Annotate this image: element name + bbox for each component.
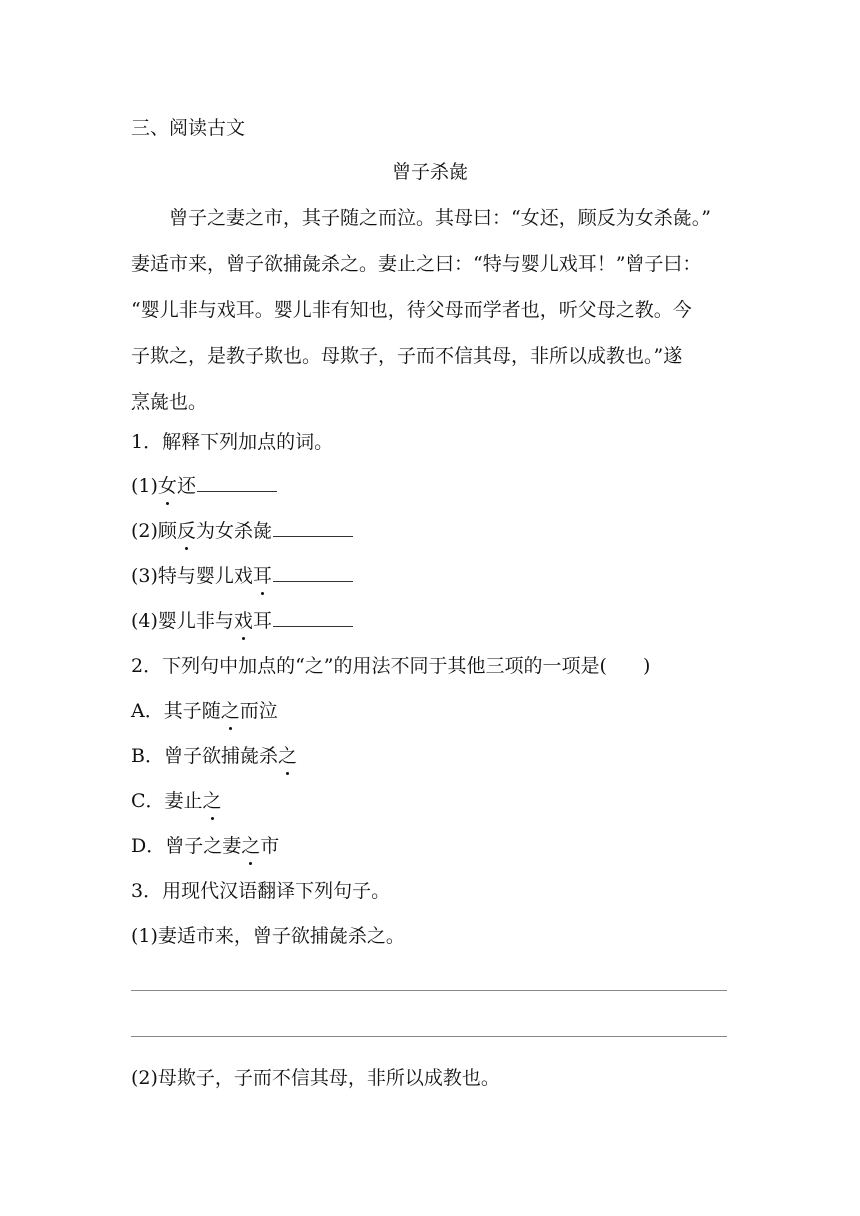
q2-stem-text: 2．下列句中加点的“之”的用法不同于其他三项的一项是( — [131, 655, 607, 677]
q2-option-b — [131, 742, 297, 770]
dotted-word: 之 — [221, 697, 240, 725]
answer-blank[interactable] — [273, 565, 353, 582]
dotted-word: 耳 — [253, 562, 272, 590]
answer-blank[interactable] — [273, 520, 353, 537]
q2-option-a — [131, 697, 278, 725]
q3-stem: 3．用现代汉语翻译下列句子。 — [131, 880, 391, 902]
passage-line: 烹彘也。 — [131, 391, 208, 413]
answer-line[interactable] — [131, 990, 727, 991]
section-title: 三、阅读古文 — [131, 117, 246, 139]
q2-stem-close: ) — [642, 655, 651, 677]
answer-blank[interactable] — [197, 475, 277, 492]
q1-item-text: 为女杀彘 — [195, 520, 272, 542]
option-text: 而泣 — [239, 700, 278, 722]
passage-line: “婴儿非与戏耳。婴儿非有知也，待父母而学者也，听父母之教。今 — [131, 299, 692, 321]
dotted-word: 之 — [278, 742, 297, 770]
q1-item-3 — [131, 562, 353, 590]
option-text: D．曾子之妻 — [131, 835, 242, 857]
q2-option-c — [131, 787, 222, 815]
q1-item-4 — [131, 607, 353, 635]
q1-item-text: (1) — [131, 475, 158, 497]
q2-option-d — [131, 832, 279, 860]
dotted-word: 之 — [241, 832, 260, 860]
dotted-word: 女 — [158, 472, 177, 500]
q1-item-1 — [131, 472, 277, 500]
q1-item-text: 耳 — [252, 610, 272, 632]
q1-stem: 1．解释下列加点的词。 — [131, 431, 334, 453]
passage-line: 子欺之，是教子欺也。母欺子，子而不信其母，非所以成教也。”遂 — [131, 345, 683, 367]
q1-item-text: (4)婴儿非与 — [131, 610, 234, 632]
passage-line: 曾子之妻之市，其子随之而泣。其母曰：“女还，顾反为女杀彘。” — [131, 207, 711, 229]
option-text: A．其子随 — [131, 700, 221, 722]
q1-item-text: 还 — [176, 475, 196, 497]
dotted-word: 之 — [203, 787, 222, 815]
q1-item-2 — [131, 517, 353, 545]
answer-blank[interactable] — [273, 610, 353, 627]
q1-item-text: (3)特与婴儿戏 — [131, 565, 253, 587]
passage-line: 妻适市来，曾子欲捕彘杀之。妻止之曰：“特与婴儿戏耳！”曾子曰： — [131, 253, 702, 275]
option-text: 市 — [260, 835, 280, 857]
q2-stem — [131, 652, 650, 680]
q1-item-text: (2)顾 — [131, 520, 177, 542]
option-text: C．妻止 — [131, 790, 203, 812]
dotted-word: 反 — [177, 517, 196, 545]
passage-body — [131, 204, 731, 434]
answer-line[interactable] — [131, 1036, 727, 1037]
option-text: B．曾子欲捕彘杀 — [131, 745, 278, 767]
q3-item-1: (1)妻适市来，曾子欲捕彘杀之。 — [131, 925, 405, 947]
q3-item-2: (2)母欺子，子而不信其母，非所以成教也。 — [131, 1067, 500, 1089]
dotted-word: 戏 — [234, 607, 253, 635]
passage-title: 曾子杀彘 — [391, 161, 468, 183]
